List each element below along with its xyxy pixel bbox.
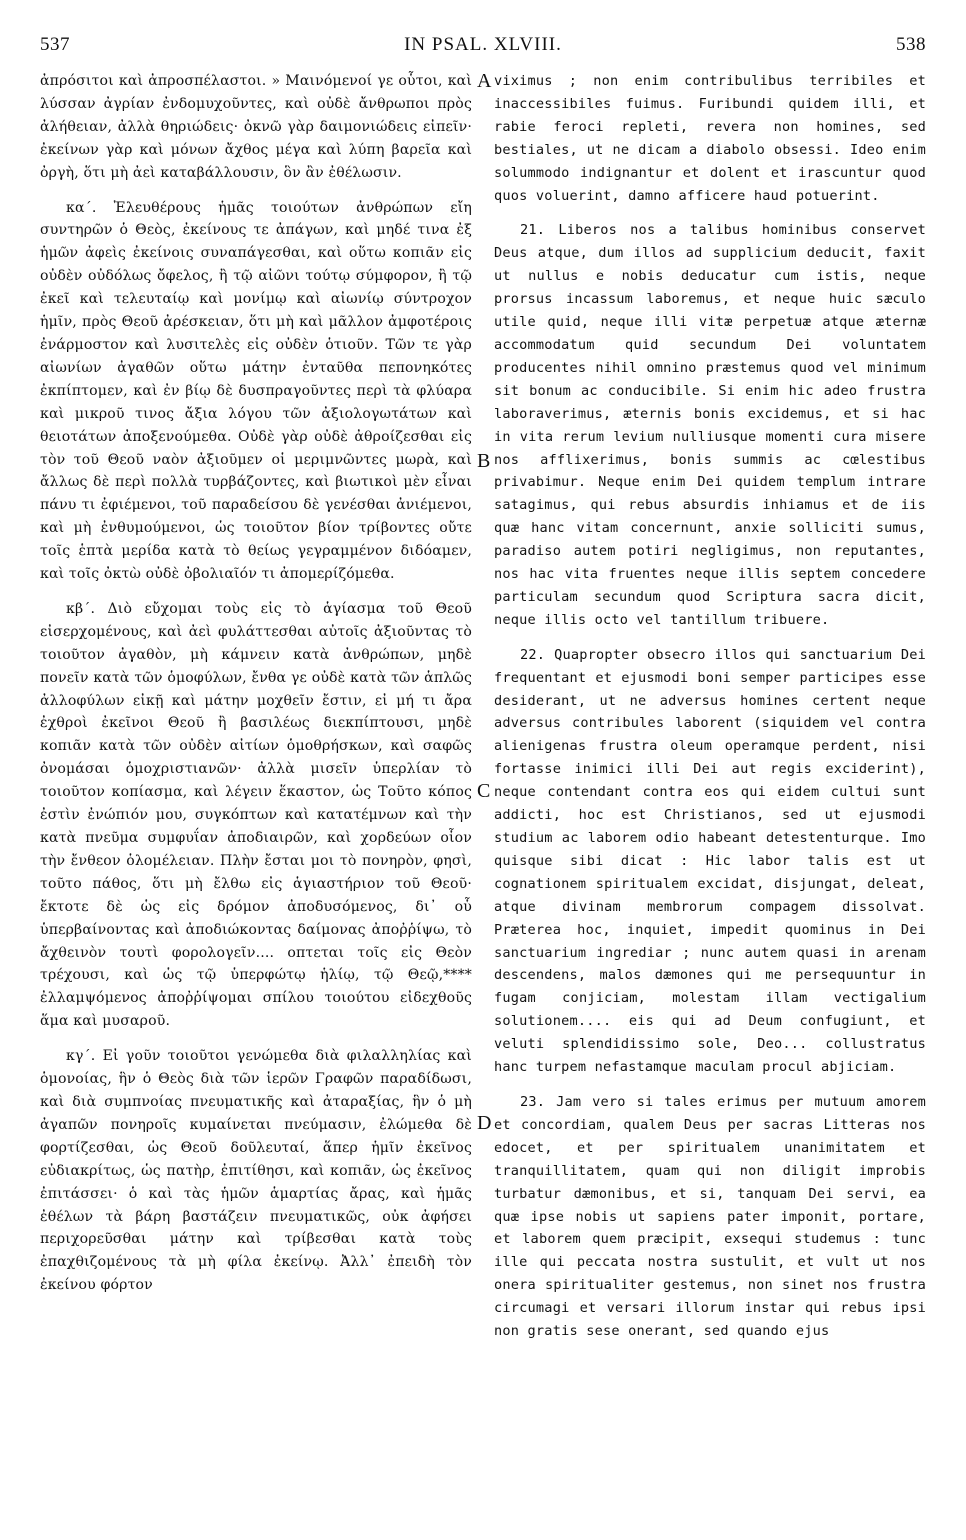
greek-column [40,70,472,1343]
greek-paragraph: κα΄. Ἐλευθέρους ἡμᾶς τοιούτων ἀνθρώπων εἴη συντηρῶν ὁ Θεὸς, ἐκείνους τε ἀπάγων, καὶ μηδέ τινα ἐξ ἡμῶν ἀφεὶς ἐκείνοις συναπάγεσθαι, καὶ οὕτω κοπιᾶν εἰς οὐδὲν οὐδόλως ὄφελος, ἢ τῷ αἰῶνι τούτῳ σύμφορον, ἢ τῷ ἐκεῖ καὶ τελευταίῳ καὶ μονίμῳ καὶ αἰωνίῳ σύντροχον ἡμῖν, πρὸς Θεοῦ ἀρέσκειαν, ὅτι μὴ καὶ μᾶλλον ἀμφοτέροις ἐνάρμοστον καὶ λυσιτελὲς εἰς οὐδὲν ὁτιοῦν. Τῶν τε γὰρ αἰωνίων ἀγαθῶν οὕτω μάτην ἐνταῦθα πεπονηκότες ἐκπίπτομεν, καὶ ἐν βίῳ δὲ δυσπραγοῦντες περὶ τὰ φλύαρα καὶ μικροῦ τινος ἄξια λόγου τῶν ἀξιολογωτάτων καὶ θειοτάτων ἀποξενούμεθα. Οὐδὲ γὰρ οὐδὲ ἀθροίζεσθαι εἰς τὸν τοῦ Θεοῦ ναὸν ἀξιοῦμεν οἱ μεριμνῶντες μωρὰ, καὶ ἄλλως δὲ περὶ πολλὰ τυρβάζοντες, καὶ βιωτικοὶ μὲν εἶναι πάνυ τι ἐφιέμενοι, τοῦ παραδείσου δὲ γενέσθαι ἀνιέμενοι, καὶ μὴ ἐνθυμούμενοι, ὡς τοιοῦτον βίον τρίβοντες οὔτε τοῖς ἑπτὰ μερίδα κατὰ τὸ θείως γεγραμμένον διδόαμεν, καὶ τοῖς ὀκτὼ οὐδὲ ὀβολιαῖόν τι ἀπομερίζόμεθα. [40,199,472,583]
latin-paragraph: 22. Quapropter obsecro illos qui sanctuarium Dei frequentant et ejusmodi boni semper participes esse desiderant, ut ne adversus homines certent neque adversus contribules laborent (siquidem vel contra alienigenas frustra oleum operamque perdent, nisi fortasse inimici illi Dei aut regis exciderint), neque contendant contra eos qui eidem cultui sunt addicti, hoc est Christianos, sed ut ejusmodi studium ac laborem odio habeant detestenturque. Imo quisque sibi dicat : Hic labor talis est ut cognationem spiritualem excidat, disjungat, deleat, atque divinam membrorum compagem dissolvat. Præterea hoc, inquiet, impedit quominus in Dei sanctuarium ingrediar ; nunc autem quasi in arenam descendens, malos dæmones qui me persequuntur in fugam conjiciam, molestam illam vectigalium solutionem.... eis qui ad Deum confugiunt, et veluti splendidissimo sole, Deo... collustratus hanc turpem nefastamque maculam procul abjiciam. [494,646,926,1076]
running-header [40,34,926,62]
greek-paragraph: κγ΄. Εἰ γοῦν τοιοῦτοι γενώμεθα διὰ φιλαλληλίας καὶ ὁμονοίας, ἣν ὁ Θεὸς διὰ τῶν ἱερῶν Γραφῶν παραδίδωσι, καὶ διὰ συμπνοίας πνευματικῆς καὶ ἀταραξίας, ἣν ὁ μὴ ἀγαπῶν πονηροῖς κυμαίνεται πνεύμασιν, ἐλώμεθα δὲ φορτίζεσθαι, ὡς Θεοῦ δοῦλευταί, ἅπερ ἡμῖν ἐκεῖνος εὐδιακρίτως, ὡς πατὴρ, ἐπιτίθησι, καὶ κοπιᾶν, ὡς ἐκεῖνος ἐπιτάσσει· ὁ καὶ τὰς ἡμῶν ἁμαρτίας ἄρας, καὶ ἡμᾶς ἐθέλων τὰ βάρη βαστάζειν πνευματικῶς, οὐκ ἀφήσει περιχορεῦσθαι μάτην καὶ τρίβεσθαι κατὰ τοὺς ἐπαχθιζομένους τὰ μὴ φίλα ἐκείνῳ. Ἀλλ᾽ ἐπειδὴ τὸν ἐκείνου φόρτον [40,1048,472,1294]
latin-paragraph: 21. Liberos nos a talibus hominibus conservet Deus atque, dum illos ad supplicium deducit, faxit ut nullus e nobis deducatur cum istis, neque prorsus incassum laboremus, et neque huic sæculo utile quid, neque illi vitæ perpetuæ atque æternæ accommodatum quid secundum Dei voluntatem producentes nihil omnino præstemus quod vel minimum sit bonum ac conducibile. Si enim hic adeo frustra laboraverimus, æternis bonis excidemus, et si hac in vita rerum levium nulliusque momenti cura misere nos afflixerimus, bonis summis ac cœlestibus privabimur. Neque enim Dei quidem templum intrare satagimus, qui rebus absurdis inhiamus et de iis quæ hanc vitam concernunt, anxie solliciti sumus, paradiso autem potiri negligimus, non reputantes, nos hac vita fruentes neque illis septem concedere particulam secundum quod Scriptura sacra dicit, neque illis octo vel tantillum tribuere. [494,222,926,628]
latin-paragraph: 23. Jam vero si tales erimus per mutuum amorem et concordiam, qualem Deus per sacras Litteras nos edocet, et per spiritualem unanimitatem et tranquillitatem, quam qui non diligit improbis turbatur dæmonibus, et si, tanquam Dei servi, ea quæ ipse nobis ut sapiens pater imponit, portare, et laborem quem præcipit, exsequi studemus : tunc ille qui peccata nostra sustulit, et vult ut nos onera spiritualiter gestemus, non sinet nos frustra circumagi et versari illorum instar qui rebus ipsi non gratis sese onerant, sed quando ejus [494,1093,926,1340]
two-column-body [40,70,926,1343]
margin-letter-a: A [477,70,492,92]
margin-letter-c: C [477,780,491,802]
latin-paragraph: viximus ; non enim contribulibus terribiles et inaccessibiles fuimus. Furibundi quidem illi, et rabie feroci repleti, revera non homines, sed bestiales, ut ne dicam a diabolo obsessi. Ideo enim solummodo indignantur et dolent et irascuntur quod quos voluerint, damno afficere haud potuerint. [494,73,926,204]
margin-letter-d: D [477,1112,492,1134]
margin-letter-b: B [477,450,491,472]
running-title: IN PSAL. XLVIII. [404,34,562,55]
latin-column [494,70,926,1343]
left-page-number: 537 [40,34,70,55]
right-page-number: 538 [896,34,926,55]
greek-paragraph: κβ΄. Διὸ εὔχομαι τοὺς εἰς τὸ ἁγίασμα τοῦ Θεοῦ εἰσερχομένους, καὶ ἀεὶ φυλάττεσθαι αὐτοῖς ἀξιοῦντας τὸ τοιοῦτον ἀγαθὸν, μὴ κάμνειν κατὰ ἀνθρώπων, μηδὲ πονεῖν κατὰ τῶν ὁμοφύλων, ἔνθα γε οὐδὲ κατὰ τῶν ἁπλῶς ἀλλοφύλων εἰκῇ καὶ μάτην μοχθεῖν ἔστιν, εἰ μή τι ἄρα ἐχθροὶ ἐκεῖνοι Θεοῦ ἢ βασιλέως διεκπίπτουσι, μηδὲ κοπιᾶν κατὰ τῶν οὐδὲν αἰτίων ὁμοθρήσκων, καὶ σαφῶς ὀνομάσαι ὁμοχριστιανῶν· ἀλλὰ μισεῖν ὑπερλίαν τὸ τοιοῦτον κοπίασμα, καὶ λέγειν ἕκαστον, ὡς Τοῦτο κόπος ἐστὶν ἐνώπιόν μου, συγκόπτων καὶ κατατέμνων καὶ τὴν κατὰ πνεῦμα συμφυΐαν ἀποδιαιρῶν, καὶ χορδεύων οἷον τὴν ἔνθεον ὁλομέλειαν. Πλὴν ἔσται μοι τὸ πονηρὸν, φησὶ, τοῦτο πάθος, ὅτι μὴ ἔλθω εἰς ἁγιαστήριον τοῦ Θεοῦ· ἔκτοτε δὲ ὡς εἰς δρόμον ἀποδυσόμενος, δι᾽ οὗ ὑπερβαίνοντας καὶ ἀποδιώκοντας δαίμονας ἀποῤῥίψω, τὸ ἄχθεινὸν τουτὶ φορολογεῖν.... οπτεται τοῖς εἰς Θεὸν τρέχουσι, καὶ ὡς τῷ ὑπερφώτῳ ἡλίῳ, τῷ Θεῷ,**** ἐλλαμψόμενος ἀποῤῥίψομαι σπίλου τοιούτου εἰδεχθοῦς ἅμα καὶ μυσαροῦ. [40,600,472,1030]
greek-paragraph: ἀπρόσιτοι καὶ ἀπροσπέλαστοι. » Μαινόμενοί γε οὗτοι, καὶ λύσσαν ἀγρίαν ἐνδομυχοῦντες, καὶ οὐδὲ ἄνθρωποι πρὸς ἀλήθειαν, ἀλλὰ θηριώδεις· ὀκνῶ γὰρ δαιμονιώδεις εἰπεῖν· ἐκείνων γὰρ καὶ μόνων ἄχθος μέγα καὶ λύπη βαρεῖα καὶ ὀργὴ, ὅτι μὴ ἀεὶ καταβάλλουσιν, ὃν ἂν ἐθέλωσιν. [40,73,472,181]
